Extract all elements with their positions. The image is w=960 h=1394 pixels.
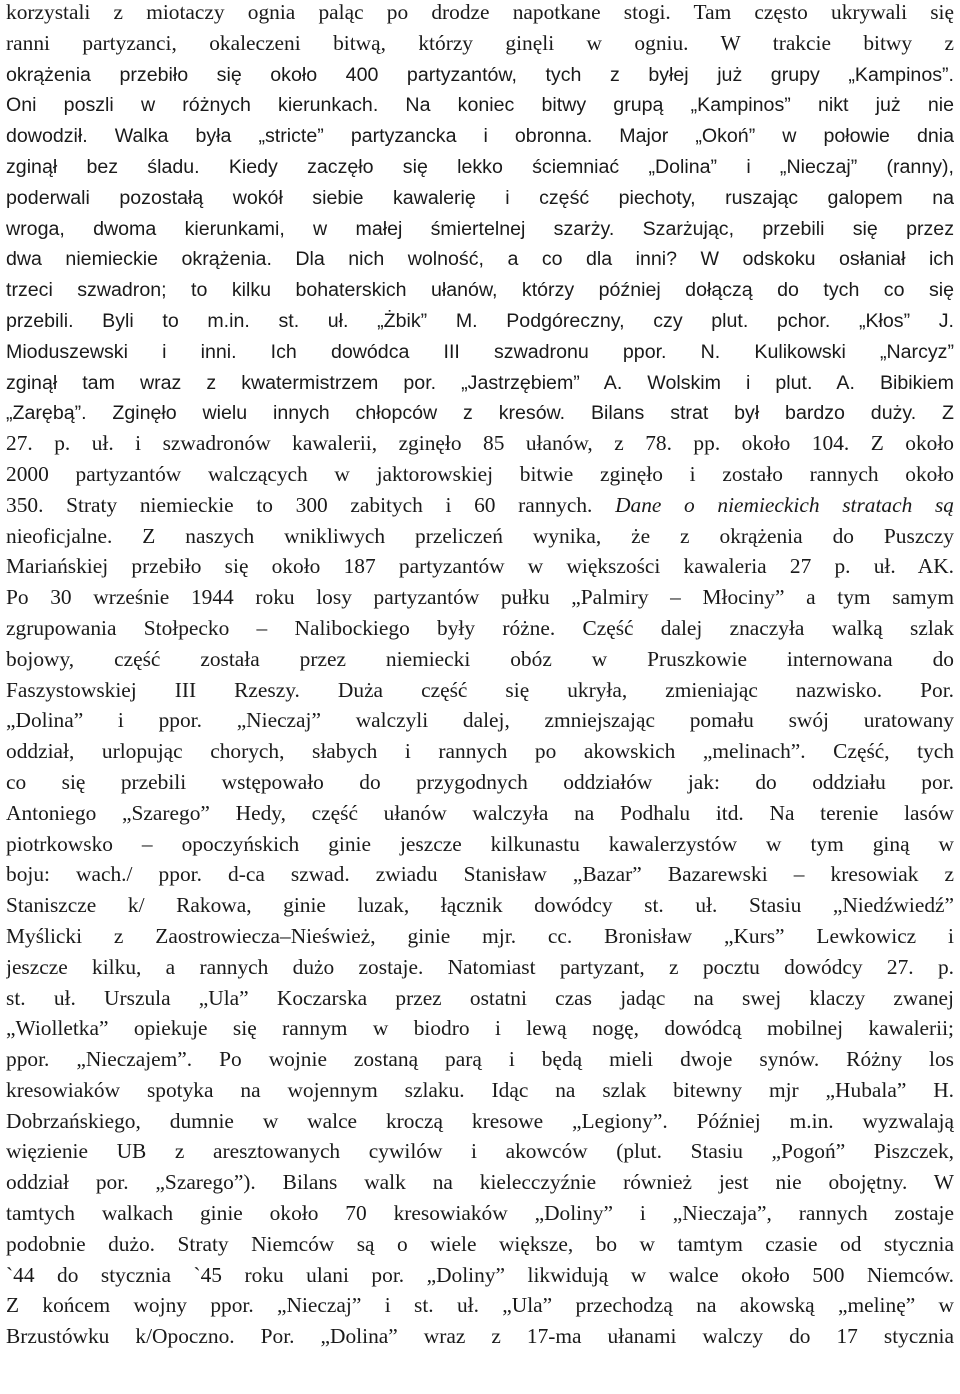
text-run: Myślicki z Zaostrowiecza–Nieśwież, ginie mjr. cc. Bronisław „Kurs” Lewkowicz i [6, 923, 954, 948]
text-line [6, 767, 954, 798]
text-run: dwa niemieckie okrążenia. Dla nich wolność, a co dla inni? W odskoku osłaniał ich [6, 248, 954, 271]
text-run: „Wiolletka” opiekuje się rannym w biodro i lewą nogę, dowódcą mobilnej kawalerii; [6, 1016, 954, 1041]
text-run: korzystali z miotaczy ognia paląc po drodze napotkane stogi. Tam często ukrywali się [6, 0, 954, 24]
text-line [6, 1136, 954, 1167]
text-run: „Zarębą”. Zginęło wielu innych chłopców z kresów. Bilans strat był bardzo duży. Z [6, 402, 954, 425]
text-line [6, 551, 954, 582]
text-line [6, 644, 954, 675]
text-run: zginął bez śladu. Kiedy zaczęło się lekko ściemniać „Dolina” i „Nieczaj” (ranny), [6, 155, 954, 178]
text-run: 2000 partyzantów walczących w jaktorowskiej bitwie zginęło i zostało rannych około [6, 461, 954, 486]
text-line [6, 367, 954, 398]
text-line [6, 336, 954, 367]
text-run: Brzustówku k/Opoczno. Por. „Dolina” wraz z 17-ma ułanami walczy do 17 stycznia [6, 1324, 954, 1349]
text-line [6, 182, 954, 213]
text-line [6, 890, 954, 921]
text-line [6, 490, 954, 521]
text-run: st. uł. Urszula „Ula” Koczarska przez ostatni czas jadąc na swej klaczy zwanej [6, 985, 954, 1010]
text-run: piotrkowsko – opoczyńskich ginie jeszcze kilkunastu kawalerzystów w tym giną w [6, 831, 954, 856]
text-run: więzienie UB z aresztowanych cywilów i akowców (plut. Stasiu „Pogoń” Piszczek, [6, 1139, 954, 1164]
text-line [6, 1229, 954, 1260]
text-line [6, 798, 954, 829]
text-run: „Dolina” i ppor. „Nieczaj” walczyli dalej, zmniejszając pomału swój uratowany [6, 708, 954, 733]
text-line [6, 1198, 954, 1229]
italic-text-run: Dane o niemieckich stratach są [615, 492, 954, 517]
text-run: trzeci szwadron; to kilku bohaterskich ułanów, którzy później dołączą do tych co się [6, 279, 954, 302]
text-line [6, 28, 954, 59]
text-run: 27. p. uł. i szwadronów kawalerii, zginęło 85 ułanów, z 78. pp. około 104. Z około [6, 431, 954, 456]
text-run: dowodził. Walka była „stricte” partyzancka i obronna. Major „Okoń” w połowie dnia [6, 125, 954, 148]
text-run: bojowy, część została przez niemiecki obóz w Pruszkowie internowana do [6, 646, 954, 671]
text-run: Staniszcze k/ Rakowa, ginie luzak, łącznik dowódcy st. uł. Stasiu „Niedźwiedź” [6, 893, 954, 918]
text-line [6, 428, 954, 459]
text-run: oddział, urlopując chorych, słabych i rannych po akowskich „melinach”. Część, tych [6, 739, 954, 764]
text-line [6, 459, 954, 490]
text-line [6, 89, 954, 120]
text-run: okrążenia przebiło się około 400 partyzantów, tych z byłej już grupy „Kampinos”. [6, 63, 954, 86]
text-line [6, 613, 954, 644]
text-run: 350. Straty niemieckie to 300 zabitych i 60 rannych. [6, 492, 616, 517]
text-run: Antoniego „Szarego” Hedy, część ułanów walczyła na Podhalu itd. Na terenie lasów [6, 800, 954, 825]
text-line [6, 243, 954, 274]
text-run: nieoficjalne. Z naszych wnikliwych przeliczeń wynika, że z okrążenia do Puszczy [6, 523, 954, 548]
text-run: oddział por. „Szarego”). Bilans walk na kielecczyźnie również jest nie obojętny. W [6, 1170, 954, 1195]
text-line [6, 829, 954, 860]
text-line [6, 120, 954, 151]
text-run: zgrupowania Stołpecko – Nalibockiego były różne. Część dalej znaczyła walką szlak [6, 615, 954, 640]
text-run: wroga, dwoma kierunkami, w małej śmiertelnej szarży. Szarżując, przebili się przez [6, 217, 954, 240]
text-run: ppor. „Nieczajem”. Po wojnie zostaną parą i będą mieli dwoje synów. Różny los [6, 1047, 954, 1072]
text-run: poderwali pozostałą wokół siebie kawalerię i część piechoty, ruszając galopem na [6, 186, 954, 209]
text-line [6, 0, 954, 28]
text-line [6, 1290, 954, 1321]
text-line [6, 983, 954, 1014]
text-line [6, 274, 954, 305]
text-run: zginął tam wraz z kwatermistrzem por. „Jastrzębiem” A. Wolskim i plut. A. Bibikiem [6, 371, 954, 394]
text-line [6, 305, 954, 336]
text-run: Mioduszewski i inni. Ich dowódca III szwadronu ppor. N. Kulikowski „Narcyz” [6, 340, 954, 363]
text-line [6, 859, 954, 890]
text-run: Oni poszli w różnych kierunkach. Na koniec bitwy grupą „Kampinos” nikt już nie [6, 94, 954, 117]
text-run: tamtych walkach ginie około 70 kresowiaków „Doliny” i „Nieczaja”, rannych zostaje [6, 1201, 954, 1226]
text-run: co się przebili wstępowało do przygodnych oddziałów jak: do oddziału por. [6, 769, 954, 794]
text-run: podobnie dużo. Straty Niemców są o wiele większe, bo w tamtym czasie od stycznia [6, 1231, 954, 1256]
text-line [6, 582, 954, 613]
text-run: Z końcem wojny ppor. „Nieczaj” i st. uł. „Ula” przechodzą na akowską „melinę” w [6, 1293, 954, 1318]
text-line [6, 521, 954, 552]
text-run: Dobrzańskiego, dumnie w walce kroczą kresowe „Legiony”. Później m.in. wyzwalają [6, 1108, 954, 1133]
text-line [6, 1013, 954, 1044]
text-line [6, 705, 954, 736]
text-run: Po 30 wrześnie 1944 roku losy partyzantów pułku „Palmiry – Młociny” a tym samym [6, 585, 954, 610]
text-line [6, 397, 954, 428]
text-run: boju: wach./ ppor. d-ca szwad. zwiadu Stanisław „Bazar” Bazarewski – kresowiak z [6, 862, 954, 887]
text-run: jeszcze kilku, a rannych dużo zostaje. Natomiast partyzant, z pocztu dowódcy 27. p. [6, 954, 954, 979]
text-run: Faszystowskiej III Rzeszy. Duża część się ukryła, zmieniając nazwisko. Por. [6, 677, 954, 702]
text-line [6, 1260, 954, 1291]
text-line [6, 952, 954, 983]
text-run: ranni partyzanci, okaleczeni bitwą, którzy ginęli w ogniu. W trakcie bitwy z [6, 30, 954, 55]
text-line [6, 1167, 954, 1198]
text-run: Mariańskiej przebiło się około 187 partyzantów w większości kawaleria 27 p. uł. AK. [6, 554, 954, 579]
text-line [6, 59, 954, 90]
text-line [6, 151, 954, 182]
text-run: `44 do stycznia `45 roku ulani por. „Doliny” likwidują w walce około 500 Niemców. [6, 1262, 954, 1287]
text-run: przebili. Byli to m.in. st. uł. „Żbik” M. Podgóreczny, czy plut. pchor. „Kłos” J. [6, 309, 954, 332]
text-run: kresowiaków spotyka na wojennym szlaku. Idąc na szlak bitewny mjr „Hubala” H. [6, 1077, 954, 1102]
text-line [6, 1321, 954, 1352]
text-line [6, 1075, 954, 1106]
text-line [6, 921, 954, 952]
text-line [6, 1106, 954, 1137]
text-line [6, 213, 954, 244]
text-line [6, 1044, 954, 1075]
text-line [6, 675, 954, 706]
text-line [6, 736, 954, 767]
